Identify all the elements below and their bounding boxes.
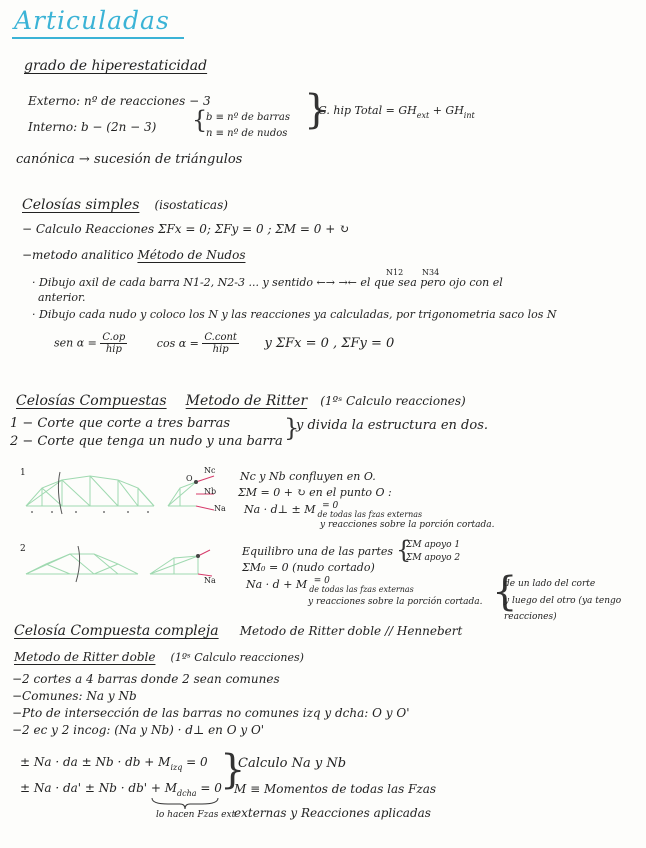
fig1-number: 1: [20, 468, 26, 478]
n34-label: N34: [422, 268, 440, 277]
simples-note: (isostaticas): [154, 198, 228, 212]
compleja-l4: −2 ec y 2 incog: (Na y Nb) · d⊥ en O y O': [12, 723, 265, 737]
brace-small: {: [192, 106, 208, 134]
hiper-total: G. hip Total = $GH_{ext} + GH_{int}$: [318, 104, 475, 120]
hiper-heading: grado de hiperestaticidad: [24, 58, 208, 74]
fig2-number: 2: [20, 544, 26, 554]
compuestas-heading-row: [16, 390, 466, 409]
compleja-methods: Metodo de Ritter doble // Hennebert: [239, 624, 463, 638]
f2-line1: Equilibro una de las partes: [242, 545, 394, 558]
f2-side1: de un lado del corte: [504, 579, 596, 589]
result-1: Calculo Na y Nb: [238, 756, 347, 771]
fig1-nc-label: Nc: [204, 466, 216, 475]
simples-bullet1: · Dibujo axil de cada barra N1-2, N2-3 ... y sentido ←→ →← el que sea pero ojo con el: [32, 276, 503, 289]
fig1-truss-left: [22, 470, 158, 518]
fig1-nb-label: Nb: [204, 487, 217, 496]
n12-label: N12: [386, 268, 404, 277]
result-brace: }: [220, 747, 246, 793]
f1-line2: ΣM = 0 + ↻ en el punto O :: [238, 486, 392, 499]
cut-2: 2 − Corte que tenga un nudo y una barra: [10, 434, 283, 449]
hiper-b-def: b ≡ nº de barras: [206, 112, 290, 123]
cut-divide: y divida la estructura en dos.: [296, 418, 489, 433]
f1-line4: y reacciones sobre la porción cortada.: [320, 520, 495, 530]
f2-side-brace: {: [492, 569, 518, 615]
page-title: Articuladas: [14, 6, 170, 35]
fig2-na-label: Na: [204, 576, 216, 585]
simples-metodo: −metodo analitico Método de Nudos: [22, 248, 246, 262]
ritter-doble-row: [14, 646, 304, 665]
hiper-interno: Interno: b − (2n − 3): [28, 120, 157, 134]
brace-close: }: [304, 87, 330, 133]
simples-calculo: − Calculo Reacciones ΣFx = 0; ΣFy = 0 ; ΣM = 0 + ↻: [22, 222, 350, 236]
f2-line3: Na · d + M $_{de todas las fzas externas}^{= 0}$: [246, 576, 414, 594]
compleja-l3: −Pto de intersección de las barras no comunes izq y dcha: O y O': [12, 706, 410, 720]
eq1: ± Na · da ± Nb · db + $M_{izq} = 0$: [20, 755, 208, 772]
f2-side3: reacciones): [504, 612, 557, 622]
eq2: ± $Na \cdot da' \pm Nb \cdot db' + M_{dcha} = 0$: [20, 781, 222, 798]
compleja-heading: Celosía Compuesta compleja: [14, 623, 219, 639]
ritter-doble-note: (1ºˢ Calculo reacciones): [170, 651, 304, 664]
simples-bullet1-cont: anterior.: [38, 291, 86, 304]
hiper-n-def: n ≡ nº de nudos: [206, 128, 288, 139]
cut-brace: }: [284, 414, 300, 442]
canonica-note: canónica → sucesión de triángulos: [16, 152, 243, 167]
ritter-doble-heading: Metodo de Ritter doble: [14, 650, 156, 664]
simples-heading: Celosías simples: [22, 197, 140, 213]
compleja-heading-row: [14, 620, 462, 639]
f2-brace: {: [396, 536, 412, 564]
hiper-externo: Externo: nº de reacciones − 3: [28, 94, 211, 108]
f1-line3: Na · d⊥ ± M $_{de todas las fzas externas}^{= 0}$: [244, 501, 423, 519]
simples-heading-row: [22, 194, 228, 213]
cut-1: 1 − Corte que corte a tres barras: [10, 416, 231, 431]
result-3: externas y Reacciones aplicadas: [234, 806, 431, 820]
fig1-na-label: Na: [214, 504, 226, 513]
f2-bracket1: ΣM apoyo 1: [406, 540, 461, 550]
underbrace-note: lo hacen Fzas ext: [156, 810, 236, 820]
fig1-o-label: O: [186, 474, 193, 483]
compuestas-note: (1ºˢ Calculo reacciones): [320, 394, 466, 408]
f2-line4: y reacciones sobre la porción cortada.: [308, 597, 483, 607]
compleja-l1: −2 cortes a 4 barras donde 2 sean comunes: [12, 672, 280, 686]
fig2-truss-left: [22, 546, 142, 586]
ritter-heading: Metodo de Ritter: [185, 393, 308, 409]
f2-line2: ΣM₀ = 0 (nudo cortado): [242, 561, 375, 574]
title-underline: [12, 37, 184, 39]
result-2: M ≡ Momentos de todas las Fzas: [234, 782, 437, 796]
trig-row: sen α = $\frac{C.op}{\text{hip}}$ cos α = $\frac{\text{C.cont}}{\text{hip}}$ y ΣFx = 0 , ΣFy = 0: [54, 332, 395, 355]
underbrace: [150, 796, 220, 810]
simples-bullet2: · Dibujo cada nudo y coloco los N y las reacciones ya calculadas, por trigonometria saco los N: [32, 308, 557, 321]
compleja-l2: −Comunes: Na y Nb: [12, 689, 137, 703]
f1-line1: Nc y Nb confluyen en O.: [240, 470, 376, 483]
f2-bracket2: ΣM apoyo 2: [406, 553, 461, 563]
compuestas-heading: Celosías Compuestas: [16, 393, 167, 409]
f2-side2: y luego del otro (ya tengo: [504, 596, 622, 606]
